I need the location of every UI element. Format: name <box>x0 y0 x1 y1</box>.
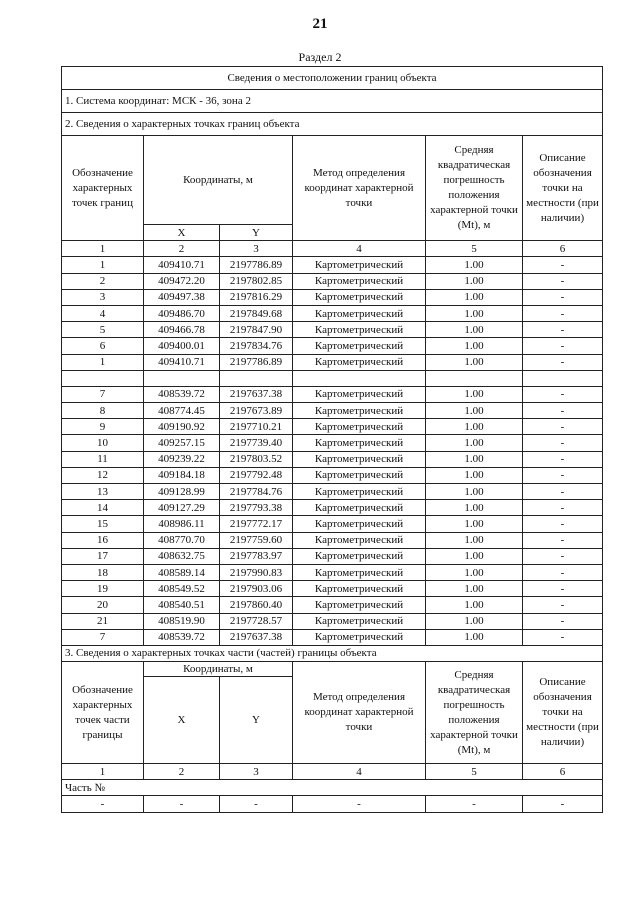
table-title: Сведения о местоположении границ объекта <box>62 67 603 90</box>
point-id: 19 <box>62 581 144 597</box>
parts-header-coordinates: Координаты, м <box>144 662 293 677</box>
rms-error: 1.00 <box>426 419 523 435</box>
method: Картометрический <box>293 484 426 500</box>
point-id: 12 <box>62 467 144 483</box>
column-number: 2 <box>144 241 220 257</box>
parts-header-description: Описание обозначения точки на местности (при наличии) <box>523 662 603 764</box>
coord-y: 2197786.89 <box>220 354 293 370</box>
point-id: 8 <box>62 403 144 419</box>
coord-x: 409400.01 <box>144 338 220 354</box>
description: - <box>523 532 603 548</box>
column-number: 5 <box>426 764 523 780</box>
coord-y: 2197860.40 <box>220 597 293 613</box>
column-number: 6 <box>523 764 603 780</box>
description: - <box>523 613 603 629</box>
coord-y: 2197759.60 <box>220 532 293 548</box>
header-x: X <box>144 225 220 241</box>
table-row <box>62 613 603 629</box>
part-cell: - <box>523 796 603 812</box>
description: - <box>523 629 603 645</box>
table-row <box>62 435 603 451</box>
method: Картометрический <box>293 581 426 597</box>
rms-error: 1.00 <box>426 564 523 580</box>
rms-error <box>426 370 523 386</box>
method: Картометрический <box>293 273 426 289</box>
method: Картометрический <box>293 500 426 516</box>
coord-y: 2197786.89 <box>220 257 293 273</box>
part-cell: - <box>426 796 523 812</box>
method: Картометрический <box>293 354 426 370</box>
description: - <box>523 484 603 500</box>
part-cell: - <box>144 796 220 812</box>
column-number: 2 <box>144 764 220 780</box>
description: - <box>523 467 603 483</box>
coord-system: 1. Система координат: МСК - 36, зона 2 <box>62 90 603 113</box>
column-number: 4 <box>293 241 426 257</box>
method: Картометрический <box>293 532 426 548</box>
point-id <box>62 370 144 386</box>
method: Картометрический <box>293 597 426 613</box>
coord-y: 2197792.48 <box>220 467 293 483</box>
table-row <box>62 419 603 435</box>
rms-error: 1.00 <box>426 532 523 548</box>
parts-header-x: X <box>144 677 220 764</box>
description: - <box>523 386 603 402</box>
rms-error: 1.00 <box>426 257 523 273</box>
rms-error: 1.00 <box>426 467 523 483</box>
point-id: 21 <box>62 613 144 629</box>
rms-error: 1.00 <box>426 435 523 451</box>
coord-y: 2197772.17 <box>220 516 293 532</box>
table-row <box>62 305 603 321</box>
coord-y: 2197710.21 <box>220 419 293 435</box>
part-cell: - <box>62 796 144 812</box>
column-number: 5 <box>426 241 523 257</box>
description: - <box>523 451 603 467</box>
rms-error: 1.00 <box>426 581 523 597</box>
coord-x: 409128.99 <box>144 484 220 500</box>
table-row <box>62 629 603 645</box>
table-row <box>62 354 603 370</box>
table-row <box>62 289 603 305</box>
parts-header-y: Y <box>220 677 293 764</box>
coord-x: 409239.22 <box>144 451 220 467</box>
table-row <box>62 370 603 386</box>
section-label: Раздел 2 <box>298 50 342 64</box>
section-points-title: 2. Сведения о характерных точках границ объекта <box>62 113 603 136</box>
rms-error: 1.00 <box>426 386 523 402</box>
coord-x: 409190.92 <box>144 419 220 435</box>
point-id: 5 <box>62 322 144 338</box>
column-number: 4 <box>293 764 426 780</box>
description: - <box>523 500 603 516</box>
rms-error: 1.00 <box>426 597 523 613</box>
boundary-table <box>61 66 603 813</box>
point-id: 18 <box>62 564 144 580</box>
point-id: 13 <box>62 484 144 500</box>
parts-column-numbers-row <box>62 764 603 780</box>
table-row <box>62 322 603 338</box>
description: - <box>523 516 603 532</box>
point-id: 17 <box>62 548 144 564</box>
point-id: 14 <box>62 500 144 516</box>
method: Картометрический <box>293 435 426 451</box>
method: Картометрический <box>293 516 426 532</box>
method: Картометрический <box>293 467 426 483</box>
rms-error: 1.00 <box>426 289 523 305</box>
coord-x: 409472.20 <box>144 273 220 289</box>
table-row <box>62 564 603 580</box>
coord-x: 409410.71 <box>144 354 220 370</box>
point-id: 15 <box>62 516 144 532</box>
coord-y: 2197728.57 <box>220 613 293 629</box>
column-number: 3 <box>220 764 293 780</box>
method: Картометрический <box>293 629 426 645</box>
column-numbers-row <box>62 241 603 257</box>
coord-y: 2197903.06 <box>220 581 293 597</box>
point-id: 7 <box>62 386 144 402</box>
parts-header-point-designation: Обозначение характерных точек части границы <box>62 662 144 764</box>
method: Картометрический <box>293 451 426 467</box>
rms-error: 1.00 <box>426 629 523 645</box>
coord-x: 409127.29 <box>144 500 220 516</box>
coord-y: 2197783.97 <box>220 548 293 564</box>
table-row <box>62 467 603 483</box>
column-number: 1 <box>62 241 144 257</box>
table-row <box>62 273 603 289</box>
coord-x: 408539.72 <box>144 629 220 645</box>
part-cell: - <box>293 796 426 812</box>
header-rms-error: Средняя квадратическая погрешность положения характерной точки (Mt), м <box>426 136 523 241</box>
description: - <box>523 419 603 435</box>
method <box>293 370 426 386</box>
method: Картометрический <box>293 564 426 580</box>
coord-x: 408539.72 <box>144 386 220 402</box>
method: Картометрический <box>293 403 426 419</box>
point-id: 3 <box>62 289 144 305</box>
rms-error: 1.00 <box>426 305 523 321</box>
column-number: 1 <box>62 764 144 780</box>
point-id: 10 <box>62 435 144 451</box>
method: Картометрический <box>293 338 426 354</box>
description: - <box>523 435 603 451</box>
table-row <box>62 257 603 273</box>
point-id: 4 <box>62 305 144 321</box>
coord-y: 2197637.38 <box>220 386 293 402</box>
table-row <box>62 532 603 548</box>
header-method: Метод определения координат характерной точки <box>293 136 426 241</box>
coord-x: 409497.38 <box>144 289 220 305</box>
coord-x: 408589.14 <box>144 564 220 580</box>
coord-x: 408774.45 <box>144 403 220 419</box>
coord-y: 2197803.52 <box>220 451 293 467</box>
parts-header-method: Метод определения координат характерной точки <box>293 662 426 764</box>
description <box>523 370 603 386</box>
description: - <box>523 305 603 321</box>
coord-x: 408770.70 <box>144 532 220 548</box>
coord-y: 2197847.90 <box>220 322 293 338</box>
coord-y: 2197849.68 <box>220 305 293 321</box>
description: - <box>523 338 603 354</box>
table-row <box>62 484 603 500</box>
table-row <box>62 451 603 467</box>
coord-x <box>144 370 220 386</box>
description: - <box>523 257 603 273</box>
part-cell: - <box>220 796 293 812</box>
coord-y: 2197673.89 <box>220 403 293 419</box>
table-row <box>62 500 603 516</box>
table-row <box>62 386 603 402</box>
rms-error: 1.00 <box>426 484 523 500</box>
coord-y: 2197802.85 <box>220 273 293 289</box>
rms-error: 1.00 <box>426 613 523 629</box>
method: Картометрический <box>293 289 426 305</box>
table-row <box>62 403 603 419</box>
rms-error: 1.00 <box>426 516 523 532</box>
rms-error: 1.00 <box>426 403 523 419</box>
method: Картометрический <box>293 613 426 629</box>
description: - <box>523 581 603 597</box>
header-coordinates: Координаты, м <box>144 136 293 225</box>
table-row <box>62 581 603 597</box>
coord-y: 2197816.29 <box>220 289 293 305</box>
coord-x: 409486.70 <box>144 305 220 321</box>
point-id: 11 <box>62 451 144 467</box>
rms-error: 1.00 <box>426 548 523 564</box>
coord-y: 2197793.38 <box>220 500 293 516</box>
description: - <box>523 322 603 338</box>
coord-x: 408549.52 <box>144 581 220 597</box>
column-number: 6 <box>523 241 603 257</box>
part-label: Часть № <box>62 780 603 796</box>
rms-error: 1.00 <box>426 273 523 289</box>
point-id: 6 <box>62 338 144 354</box>
rms-error: 1.00 <box>426 322 523 338</box>
coord-x: 408519.90 <box>144 613 220 629</box>
coord-x: 408540.51 <box>144 597 220 613</box>
column-number: 3 <box>220 241 293 257</box>
point-id: 20 <box>62 597 144 613</box>
coord-y: 2197637.38 <box>220 629 293 645</box>
coord-x: 408632.75 <box>144 548 220 564</box>
description: - <box>523 548 603 564</box>
method: Картометрический <box>293 322 426 338</box>
header-description: Описание обозначения точки на местности (при наличии) <box>523 136 603 241</box>
coord-y: 2197784.76 <box>220 484 293 500</box>
description: - <box>523 403 603 419</box>
method: Картометрический <box>293 305 426 321</box>
coord-y <box>220 370 293 386</box>
method: Картометрический <box>293 548 426 564</box>
method: Картометрический <box>293 257 426 273</box>
rms-error: 1.00 <box>426 354 523 370</box>
description: - <box>523 354 603 370</box>
table-row <box>62 597 603 613</box>
point-id: 9 <box>62 419 144 435</box>
section-parts-title: 3. Сведения о характерных точках части (частей) границы объекта <box>62 645 603 661</box>
table-row <box>62 338 603 354</box>
header-y: Y <box>220 225 293 241</box>
method: Картометрический <box>293 419 426 435</box>
point-id: 7 <box>62 629 144 645</box>
parts-header-rms-error: Средняя квадратическая погрешность положения характерной точки (Mt), м <box>426 662 523 764</box>
table-row <box>62 548 603 564</box>
point-id: 2 <box>62 273 144 289</box>
part-row <box>62 796 603 812</box>
coord-y: 2197990.83 <box>220 564 293 580</box>
rms-error: 1.00 <box>426 338 523 354</box>
rms-error: 1.00 <box>426 500 523 516</box>
point-id: 16 <box>62 532 144 548</box>
description: - <box>523 564 603 580</box>
coord-x: 409410.71 <box>144 257 220 273</box>
description: - <box>523 289 603 305</box>
point-id: 1 <box>62 354 144 370</box>
method: Картометрический <box>293 386 426 402</box>
table-row <box>62 516 603 532</box>
coord-y: 2197739.40 <box>220 435 293 451</box>
coord-x: 409257.15 <box>144 435 220 451</box>
coord-x: 409184.18 <box>144 467 220 483</box>
header-point-designation: Обозначение характерных точек границ <box>62 136 144 241</box>
description: - <box>523 597 603 613</box>
point-id: 1 <box>62 257 144 273</box>
rms-error: 1.00 <box>426 451 523 467</box>
page-number: 21 <box>312 16 328 32</box>
coord-y: 2197834.76 <box>220 338 293 354</box>
description: - <box>523 273 603 289</box>
coord-x: 408986.11 <box>144 516 220 532</box>
coord-x: 409466.78 <box>144 322 220 338</box>
